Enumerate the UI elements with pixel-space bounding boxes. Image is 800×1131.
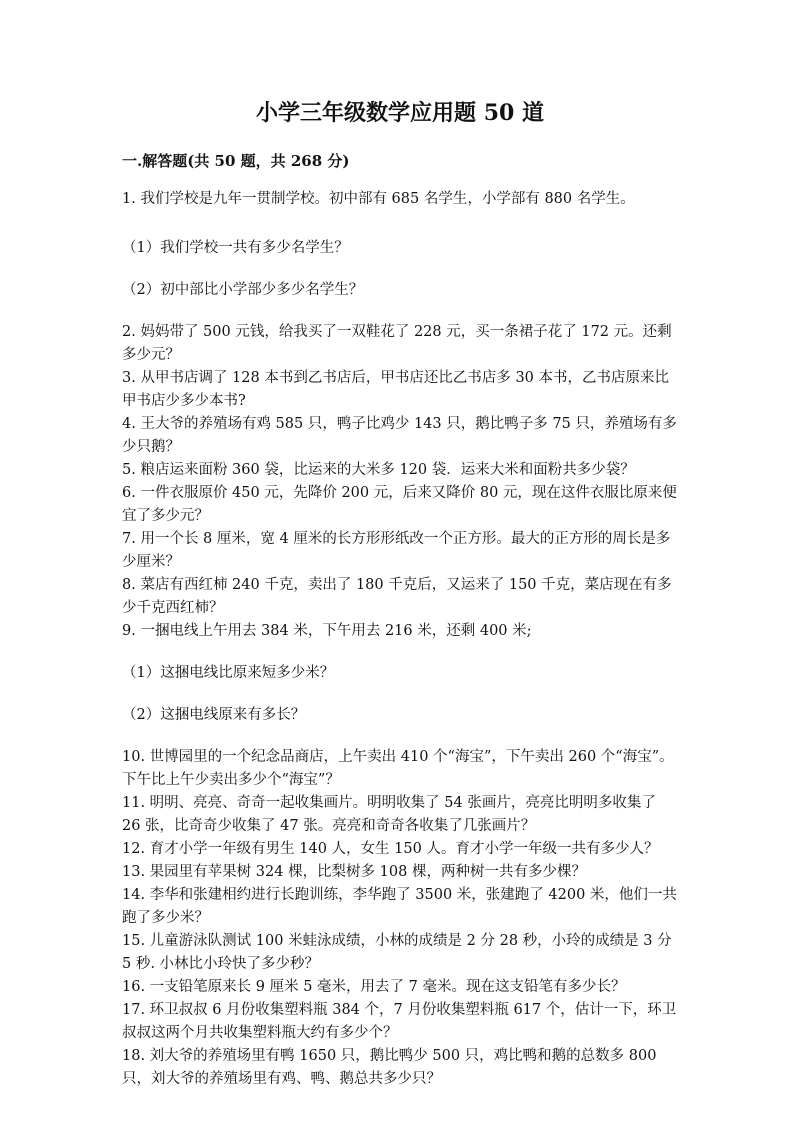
question-8: 8. 菜店有西红柿 240 千克，卖出了 180 千克后，又运来了 150 千克，菜店现在有多少千克西红柿？ — [122, 577, 672, 616]
question-11: 11. 明明、亮亮、奇奇一起收集画片。明明收集了 54 张画片，亮亮比明明多收集了 26 张，比奇奇少收集了 47 张。亮亮和奇奇各收集了几张画片？ — [122, 795, 656, 834]
question-9-sub-1: （1）这捆电线比原来短多少米？ — [122, 665, 335, 681]
question-6: 6. 一件衣服原价 450 元，先降价 200 元，后来又降价 80 元，现在这件衣服比原来便宜了多少元？ — [122, 485, 677, 524]
question-9-sub-2: （2）这捆电线原来有多长？ — [122, 707, 306, 723]
question-18: 18. 刘大爷的养殖场里有鸭 1650 只，鹅比鸭少 500 只，鸡比鸭和鹅的总数多 800 只，刘大爷的养殖场里有鸡、鸭、鹅总共多少只？ — [122, 1048, 657, 1087]
question-17: 17. 环卫叔叔 6 月份收集塑料瓶 384 个，7 月份收集塑料瓶 617 个，估计一下，环卫叔叔这两个月共收集塑料瓶大约有多少个？ — [122, 1002, 677, 1041]
question-2: 2. 妈妈带了 500 元钱，给我买了一双鞋花了 228 元，买一条裙子花了 172 元。还剩多少元？ — [122, 324, 672, 363]
question-1: 1. 我们学校是九年一贯制学校。初中部有 685 名学生，小学部有 880 名学生。 — [122, 191, 635, 207]
question-3: 3. 从甲书店调了 128 本书到乙书店后，甲书店还比乙书店多 30 本书，乙书店原来比甲书店少多少本书? — [122, 370, 670, 409]
question-12: 12. 育才小学一年级有男生 140 人，女生 150 人。育才小学一年级一共有多少人？ — [122, 841, 659, 857]
page-title: 小学三年级数学应用题 50 道 — [256, 100, 544, 126]
section-heading: 一.解答题(共 50 题，共 268 分) — [122, 152, 350, 170]
question-7: 7. 用一个长 8 厘米，宽 4 厘米的长方形形纸改一个正方形。最大的正方形的周长是多少厘米？ — [122, 531, 671, 570]
question-4: 4. 王大爷的养殖场有鸡 585 只，鸭子比鸡少 143 只，鹅比鸭子多 75 只，养殖场有多少只鹅？ — [122, 416, 677, 455]
question-1-sub-1: （1）我们学校一共有多少名学生？ — [122, 240, 349, 256]
question-13: 13. 果园里有苹果树 324 棵，比梨树多 108 棵，两种树一共有多少棵？ — [122, 864, 586, 880]
question-15: 15. 儿童游泳队测试 100 米蛙泳成绩，小林的成绩是 2 分 28 秒，小玲的成绩是 3 分 5 秒. 小林比小玲快了多少秒？ — [122, 933, 672, 972]
question-9: 9. 一捆电线上午用去 384 米，下午用去 216 米，还剩 400 米; — [122, 623, 532, 639]
question-14: 14. 李华和张建相约进行长跑训练，李华跑了 3500 米，张建跑了 4200 米，他们一共跑了多少米？ — [122, 887, 677, 926]
question-list — [122, 188, 678, 1091]
question-5: 5. 粮店运来面粉 360 袋，比运来的大米多 120 袋．运来大米和面粉共多少袋？ — [122, 462, 635, 478]
question-1-sub-2: （2）初中部比小学部少多少名学生？ — [122, 282, 364, 298]
question-16: 16. 一支铅笔原来长 9 厘米 5 毫米，用去了 7 毫米。现在这支铅笔有多少长？ — [122, 979, 626, 995]
question-10: 10. 世博园里的一个纪念品商店，上午卖出 410 个“海宝”，下午卖出 260 个“海宝”。下午比上午少卖出多少个“海宝”？ — [122, 749, 674, 788]
